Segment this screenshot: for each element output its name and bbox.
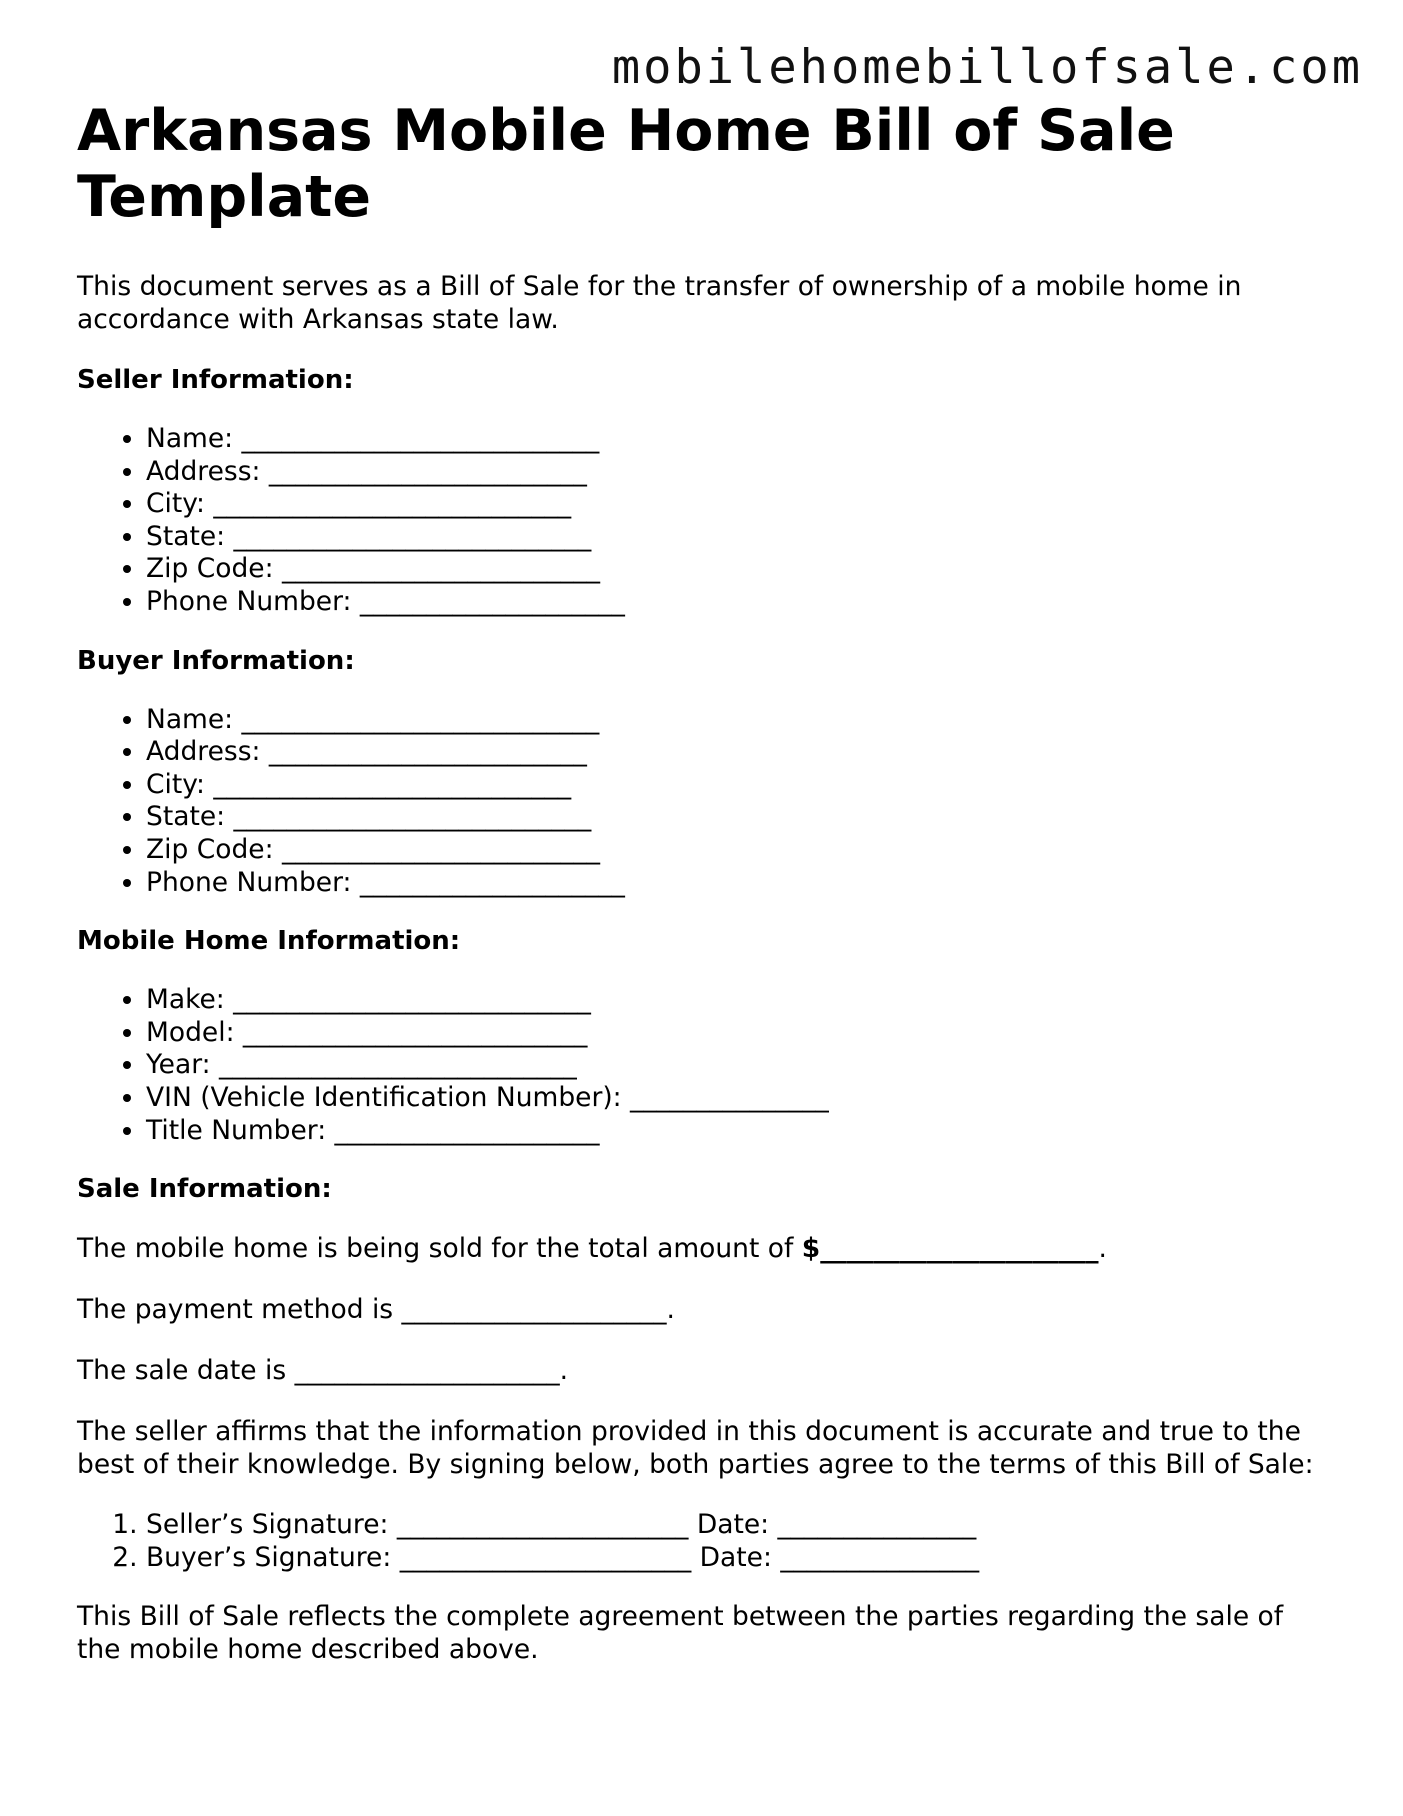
home-make-field: • Make: ___________________________ (146, 984, 1327, 1017)
seller-city-field: • City: ___________________________ (146, 488, 1327, 521)
intro-paragraph: This document serves as a Bill of Sale for the transfer of ownership of a mobile home in accordance with Arkansas state law. (77, 271, 1242, 335)
home-heading: Mobile Home Information: (77, 926, 461, 957)
home-vin-field: • VIN (Vehicle Identification Number): _______________ (146, 1082, 1327, 1115)
signature-list (77, 1509, 1327, 1574)
seller-phone-field: • Phone Number: ____________________ (146, 586, 1327, 619)
seller-address-field: • Address: ________________________ (146, 456, 1327, 489)
sale-amount-prefix: The mobile home is being sold for the total amount of (77, 1233, 802, 1265)
sale-amount-blank: $_____________________ (801, 1233, 1099, 1265)
seller-state-field: • State: ___________________________ (146, 521, 1327, 554)
buyer-heading: Buyer Information: (77, 645, 355, 676)
affirmation-paragraph: The seller affirms that the information provided in this document is accurate and true to the best of their knowledge. By signing below, both parties agree to the terms of this Bill of Sale: (77, 1416, 1314, 1481)
seller-heading: Seller Information: (77, 365, 354, 395)
sale-amount-paragraph (77, 1232, 1327, 1265)
site-watermark: mobilehomebillofsale.com (611, 40, 1363, 95)
seller-name-field: • Name: ___________________________ (146, 423, 1327, 456)
page-title: Arkansas Mobile Home Bill of Sale Template (77, 98, 1175, 230)
buyer-state-field: • State: ___________________________ (146, 801, 1327, 834)
document-body (77, 98, 1327, 1694)
buyer-address-field: • Address: ________________________ (146, 736, 1327, 769)
seller-signature-line: 1. Seller’s Signature: ______________________ Date: _______________ (146, 1509, 1327, 1542)
seller-list (77, 423, 1327, 619)
closing-paragraph: This Bill of Sale reflects the complete agreement between the parties regarding the sale of the mobile home described above. (77, 1601, 1284, 1666)
home-model-field: • Model: __________________________ (146, 1017, 1327, 1050)
buyer-zip-field: • Zip Code: ________________________ (146, 834, 1327, 867)
home-year-field: • Year: ___________________________ (146, 1049, 1327, 1082)
buyer-list (77, 704, 1327, 900)
buyer-name-field: • Name: ___________________________ (146, 704, 1327, 737)
home-title-number-field: • Title Number: ____________________ (146, 1115, 1327, 1148)
payment-method-paragraph: The payment method is ____________________. (77, 1294, 675, 1326)
sale-amount-suffix: . (1098, 1233, 1107, 1265)
seller-zip-field: • Zip Code: ________________________ (146, 553, 1327, 586)
buyer-phone-field: • Phone Number: ____________________ (146, 867, 1327, 900)
home-list (77, 984, 1327, 1147)
sale-heading: Sale Information: (77, 1174, 332, 1205)
buyer-signature-line: 2. Buyer’s Signature: ______________________ Date: _______________ (146, 1542, 1327, 1575)
sale-date-paragraph: The sale date is ____________________. (77, 1355, 569, 1387)
buyer-city-field: • City: ___________________________ (146, 769, 1327, 802)
